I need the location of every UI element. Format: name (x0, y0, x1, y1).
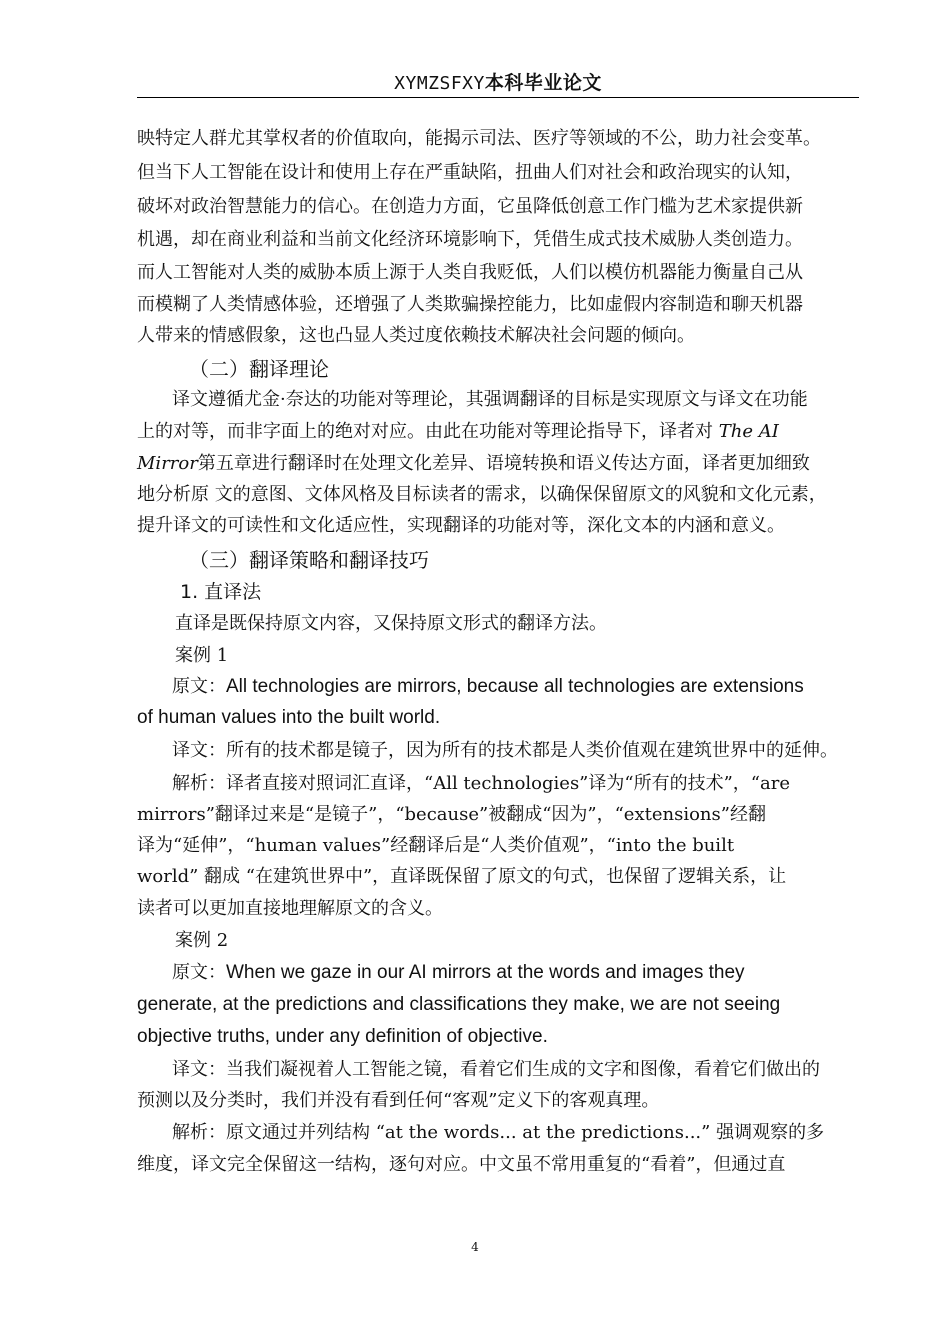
paragraph-line: 机遇，却在商业利益和当前文化经济环境影响下，凭借生成式技术威胁人类创造力。 (137, 229, 803, 250)
definition-line: 直译是既保持原文内容，又保持原文形式的翻译方法。 (175, 613, 607, 634)
original-prefix: 原文： (172, 676, 226, 697)
case-translation-line: 译文：所有的技术都是镜子，因为所有的技术都是人类价值观在建筑世界中的延伸。 (172, 740, 838, 761)
paragraph-line: 而模糊了人类情感体验，还增强了人类欺骗操控能力，比如虚假内容制造和聊天机器 (137, 294, 803, 315)
case-original-line: objective truths, under any definition of objective. (137, 1026, 548, 1047)
paragraph-text: 第五章进行翻译时在处理文化差异、语境转换和语义传达方面，译者更加细致 (197, 453, 810, 474)
paragraph-line (137, 453, 810, 475)
case-original-line: of human values into the built world. (137, 707, 441, 728)
original-text: All technologies are mirrors, because all technologies are extensions (226, 676, 804, 697)
paragraph-line: 但当下人工智能在设计和使用上存在严重缺陷，扭曲人们对社会和政治现实的认知， (137, 162, 803, 183)
analysis-line: world” 翻成 “在建筑世界中”，直译既保留了原文的句式，也保留了逻辑关系，让 (137, 866, 787, 887)
section-heading-strategies: （三）翻译策略和翻译技巧 (189, 548, 429, 572)
paragraph-line: 而人工智能对人类的威胁本质上源于人类自我贬低，人们以模仿机器能力衡量自己从 (137, 262, 803, 283)
paragraph-line: 破坏对政治智慧能力的信心。在创造力方面，它虽降低创意工作门槛为艺术家提供新 (137, 196, 803, 217)
book-title-part1: The AI (718, 421, 779, 442)
paragraph-line: 提升译文的可读性和文化适应性，实现翻译的功能对等，深化文本的内涵和意义。 (137, 515, 785, 536)
book-title-part2: Mirror (137, 453, 198, 474)
paragraph-line: 人带来的情感假象，这也凸显人类过度依赖技术解决社会问题的倾向。 (137, 325, 695, 346)
case-translation-line: 译文：当我们凝视着人工智能之镜，看着它们生成的文字和图像，看着它们做出的 (172, 1059, 820, 1080)
section-heading-translation-theory: （二）翻译理论 (189, 357, 329, 381)
header-code: XYMZSFXY (394, 73, 485, 94)
case-label: 案例 2 (175, 930, 229, 951)
case-original-line: generate, at the predictions and classifications they make, we are not seeing (137, 994, 781, 1015)
paragraph-line (137, 421, 779, 443)
analysis-line: mirrors”翻译过来是“是镜子”，“because”被翻成“因为”，“extensions”经翻 (137, 804, 766, 825)
subheading-literal-translation: 1. 直译法 (180, 581, 262, 603)
original-text: When we gaze in our AI mirrors at the words and images they (226, 962, 745, 983)
analysis-line: 解析：原文通过并列结构 “at the words... at the predictions...” 强调观察的多 (172, 1122, 825, 1143)
header-rule (137, 97, 859, 98)
case-translation-line: 预测以及分类时，我们并没有看到任何“客观”定义下的客观真理。 (137, 1090, 660, 1111)
header-title: 本科毕业论文 (484, 72, 602, 94)
analysis-line: 维度，译文完全保留这一结构，逐句对应。中文虽不常用重复的“看着”，但通过直 (137, 1154, 786, 1175)
case-original-line (172, 962, 745, 984)
paragraph-text: 上的对等，而非字面上的绝对对应。由此在功能对等理论指导下，译者对 (137, 421, 713, 442)
case-original-line (172, 676, 804, 698)
page-header (137, 68, 859, 95)
case-label: 案例 1 (175, 645, 229, 666)
paragraph-line: 译文遵循尤金·奈达的功能对等理论，其强调翻译的目标是实现原文与译文在功能 (172, 389, 808, 410)
paragraph-line: 映特定人群尤其掌权者的价值取向，能揭示司法、医疗等领域的不公，助力社会变革。 (137, 128, 821, 149)
paragraph-line: 地分析原 文的意图、文体风格及目标读者的需求，以确保保留原文的风貌和文化元素， (137, 484, 827, 505)
original-prefix: 原文： (172, 962, 226, 983)
analysis-line: 解析：译者直接对照词汇直译，“All technologies”译为“所有的技术”，“are (172, 773, 790, 794)
page-number: 4 (471, 1240, 479, 1254)
analysis-line: 读者可以更加直接地理解原文的含义。 (137, 898, 443, 919)
analysis-line: 译为“延伸”，“human values”经翻译后是“人类价值观”，“into the built (137, 835, 735, 856)
